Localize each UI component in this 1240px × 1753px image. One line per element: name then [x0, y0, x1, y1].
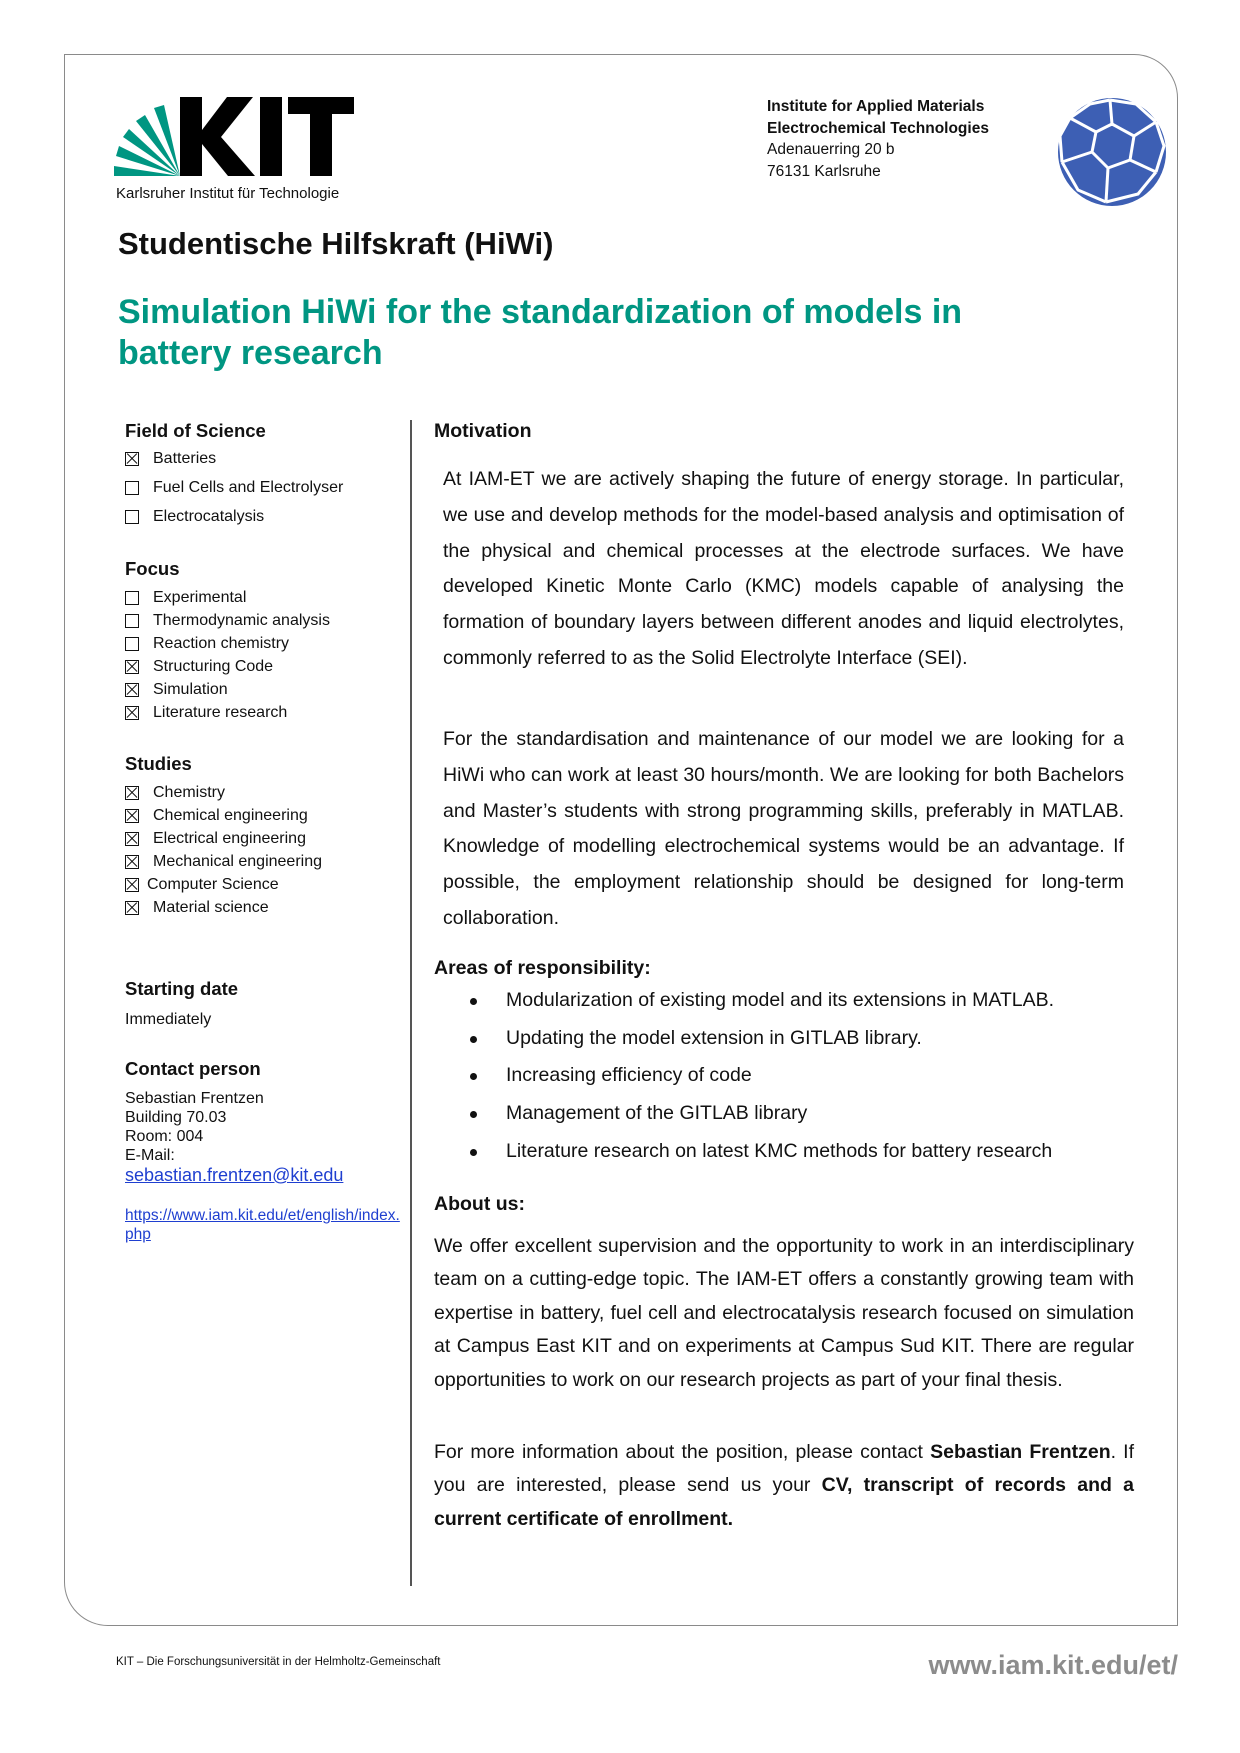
checkbox-simulation: Simulation: [125, 681, 228, 699]
checked-box-icon: [125, 683, 139, 697]
address-city: 76131 Karlsruhe: [767, 162, 881, 180]
checkbox-literature: Literature research: [125, 704, 287, 722]
footer-tagline: KIT – Die Forschungsuniversität in der Helmholtz-Gemeinschaft: [116, 1656, 441, 1668]
checked-box-icon: [125, 832, 139, 846]
list-item: Updating the model extension in GITLAB library.: [470, 1020, 1130, 1058]
contact-name: Sebastian Frentzen: [125, 1090, 264, 1107]
contact-heading: Contact person: [125, 1058, 261, 1079]
checkbox-reaction-chemistry: Reaction chemistry: [125, 635, 289, 653]
checkbox-electrocatalysis: Electrocatalysis: [125, 508, 264, 526]
logo-subtitle: Karlsruher Institut für Technologie: [116, 185, 340, 202]
contact-name-bold: Sebastian Frentzen: [930, 1441, 1111, 1463]
studies-heading: Studies: [125, 753, 192, 774]
about-paragraph-2: For more information about the position, please contact Sebastian Frentzen. If you are interested, please send us your CV, transcript of records and a current certificate of enrollment.: [434, 1441, 1134, 1530]
empty-box-icon: [125, 510, 139, 524]
page-title: Simulation HiWi for the standardization of models in battery research: [118, 293, 963, 372]
institute-logo: [1056, 96, 1168, 208]
focus-heading: Focus: [125, 558, 180, 579]
checkbox-experimental: Experimental: [125, 589, 246, 607]
checked-box-icon: [125, 452, 139, 466]
motivation-paragraph-1: At IAM-ET we are actively shaping the future of energy storage. In particular, we use and develop methods for the model-based analysis and optimisation of the physical and chemical processes at the electrode surfaces. We have developed Kinetic Monte Carlo (KMC) models capable of analysing the formation of boundary layers between different anodes and liquid electrolytes, commonly referred to as the Solid Electrolyte Interface (SEI).: [443, 468, 1124, 669]
checked-box-icon: [125, 809, 139, 823]
institute-address: [767, 96, 989, 182]
address-street: Adenauerring 20 b: [767, 141, 895, 158]
checkbox-electrical-eng: Electrical engineering: [125, 830, 306, 848]
checked-box-icon: [125, 878, 139, 892]
checked-box-icon: [125, 660, 139, 674]
checked-box-icon: [125, 901, 139, 915]
institute-name: Institute for Applied Materials: [767, 98, 985, 115]
contact-email-label: E-Mail:: [125, 1147, 175, 1164]
list-item: Management of the GITLAB library: [470, 1095, 1130, 1133]
footer-url[interactable]: www.iam.kit.edu/et/: [928, 1650, 1178, 1680]
institute-url-link[interactable]: https://www.iam.kit.edu/et/english/index.php: [125, 1207, 400, 1243]
list-item: Modularization of existing model and its extensions in MATLAB.: [470, 982, 1130, 1020]
motivation-heading: Motivation: [434, 420, 532, 442]
checkbox-thermodynamic: Thermodynamic analysis: [125, 612, 330, 630]
checkbox-chemical-eng: Chemical engineering: [125, 807, 308, 825]
application-documents: CV, transcript of records and a current certificate of enrollment.: [434, 1474, 1134, 1530]
responsibility-heading: Areas of responsibility:: [434, 957, 651, 979]
empty-box-icon: [125, 637, 139, 651]
empty-box-icon: [125, 614, 139, 628]
about-heading: About us:: [434, 1193, 525, 1215]
contact-email-link[interactable]: sebastian.frentzen@kit.edu: [125, 1165, 344, 1185]
position-type: Studentische Hilfskraft (HiWi): [118, 226, 554, 261]
empty-box-icon: [125, 591, 139, 605]
list-item: Increasing efficiency of code: [470, 1057, 1130, 1095]
checkbox-mechanical-eng: Mechanical engineering: [125, 853, 322, 871]
institute-department: Electrochemical Technologies: [767, 119, 989, 137]
column-divider: [410, 420, 412, 1586]
checkbox-batteries: Batteries: [125, 450, 216, 468]
field-heading: Field of Science: [125, 420, 266, 441]
starting-date-heading: Starting date: [125, 978, 239, 999]
motivation-paragraph-2: For the standardisation and maintenance of our model we are looking for a HiWi who can work at least 30 hours/month. We are looking for both Bachelors and Master’s students with strong programming skills, preferably in MATLAB. Knowledge of modelling electrochemical systems would be an advantage. If possible, the employment relationship should be designed for long-term collaboration.: [443, 728, 1124, 929]
kit-logo-letters: [180, 97, 354, 176]
starting-date-value: Immediately: [125, 1011, 212, 1028]
checkbox-computer-science: Computer Science: [125, 876, 279, 894]
checkbox-fuel-cells: Fuel Cells and Electrolyser: [125, 479, 343, 497]
checkbox-material-science: Material science: [125, 899, 269, 917]
contact-room: Room: 004: [125, 1128, 204, 1145]
checked-box-icon: [125, 706, 139, 720]
checkbox-structuring-code: Structuring Code: [125, 658, 273, 676]
checkbox-chemistry: Chemistry: [125, 784, 225, 802]
checked-box-icon: [125, 786, 139, 800]
list-item: Literature research on latest KMC methods for battery research: [470, 1133, 1130, 1171]
checked-box-icon: [125, 855, 139, 869]
kit-logo-fan: [114, 105, 180, 176]
empty-box-icon: [125, 481, 139, 495]
contact-details: [125, 1089, 343, 1186]
responsibility-list: [470, 982, 1130, 1170]
contact-building: Building 70.03: [125, 1109, 227, 1126]
about-paragraph-1: We offer excellent supervision and the opportunity to work in an interdisciplinary team on a cutting-edge topic. The IAM-ET offers a constantly growing team with expertise in battery, fuel cell and electrocatalysis research focused on simulation at Campus East KIT and on experiments at Campus Sud KIT. There are regular opportunities to work on our research projects as part of your final thesis.: [434, 1235, 1134, 1391]
